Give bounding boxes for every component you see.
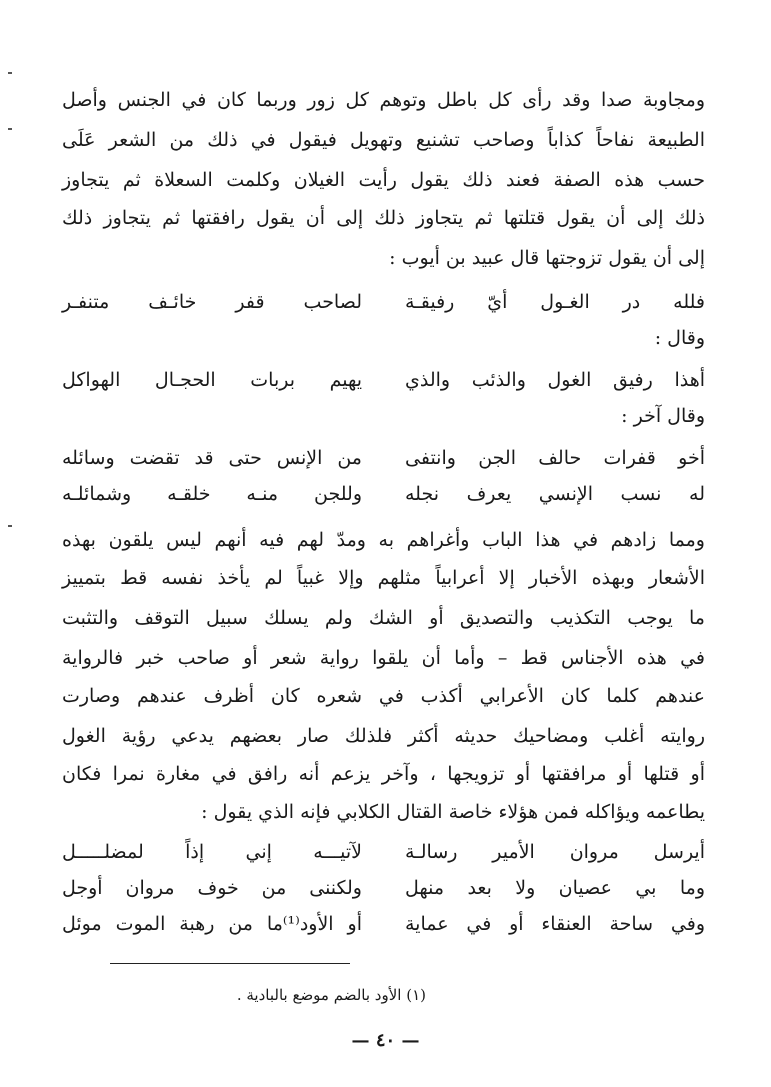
body-line: أو قتلها أو مرافقتها أو تزويجها ، وآخر يزعم أنه رافق في مغارة نمرا فكان bbox=[62, 763, 705, 785]
verse-first-hemistich: أهذا رفيق الغول والذئب والذي bbox=[405, 369, 705, 391]
verse-line bbox=[62, 876, 705, 900]
verse-second-hemistich: لآتيـــه إني إذاً لمضلـــــل bbox=[62, 841, 362, 863]
verse-second-hemistich: من الإنس حتى قد تقضت وسائله bbox=[62, 447, 362, 469]
page-number: — ٤٠ — bbox=[351, 1030, 420, 1051]
body-line: ومما زادهم في هذا الباب وأغراهم به ومدّ لهم فيه أنهم ليس يلقون بهذه bbox=[62, 529, 705, 551]
verse-first-hemistich: له نسب الإنسي يعرف نجله bbox=[405, 483, 705, 505]
body-line: حسب هذه الصفة فعند ذلك يقول رأيت الغيلان وكلمت السعلاة ثم يتجاوز bbox=[62, 169, 705, 191]
verse-line bbox=[62, 912, 705, 936]
verse-line bbox=[62, 368, 705, 392]
body-line: الطبيعة نفاحاً كذاباً وصاحب تشنيع وتهويل فيقول في ذلك من الشعر عَلَى bbox=[62, 129, 705, 151]
body-line: روايته أغلب ومضاحيك حديثه أكثر فلذلك صار بعضهم يدعي رؤية الغول bbox=[62, 725, 705, 747]
margin-mark bbox=[8, 72, 12, 74]
verse-line bbox=[62, 482, 705, 506]
footnote-rule bbox=[110, 963, 350, 964]
margin-mark bbox=[8, 128, 12, 130]
verse-first-hemistich: فلله در الغـول أيّ رفيقـة bbox=[405, 291, 705, 313]
body-line: ومجاوبة صدا وقد رأى كل باطل وتوهم كل زور وربما كان في الجنس وأصل bbox=[62, 89, 705, 111]
verse-line bbox=[62, 840, 705, 864]
body-line: إلى أن يقول تزوجتها قال عبيد بن أيوب : bbox=[389, 247, 705, 269]
body-line: ذلك إلى أن يقول قتلتها ثم يتجاوز ذلك إلى أن يقول رافقتها ثم يتجاوز ذلك bbox=[62, 207, 705, 229]
body-line: الأشعار وبهذه الأخبار إلا أعرابياً مثلهم وإلا غبياً لم يأخذ نفسه قط بتمييز bbox=[62, 567, 705, 589]
verse-intro: وقال : bbox=[654, 327, 705, 349]
body-line: في هذه الأجناس قط – وأما أن يلقوا رواية شعر أو صاحب خبر فالرواية bbox=[62, 647, 705, 669]
verse-first-hemistich: وما بي عصيان ولا بعد منهل bbox=[405, 877, 705, 899]
margin-mark bbox=[8, 525, 12, 527]
body-line: يطاعمه ويؤاكله فمن هؤلاء خاصة القتال الكلابي فإنه الذي يقول : bbox=[201, 801, 705, 823]
verse-first-hemistich: أيرسل مروان الأمير رسالـة bbox=[405, 841, 705, 863]
body-line: عندهم كلما كان الأعرابي أكذب في شعره كان أظرف عندهم وصارت bbox=[62, 685, 705, 707]
verse-second-hemistich: وللجن منـه خلقـه وشمائلـه bbox=[62, 483, 362, 505]
verse-first-hemistich: أخو قفرات حالف الجن وانتفى bbox=[405, 447, 705, 469]
verse-first-hemistich: وفي ساحة العنقاء أو في عماية bbox=[405, 913, 705, 935]
verse-intro: وقال آخر : bbox=[621, 405, 705, 427]
verse-second-hemistich: لصاحب قفر خائـف متنفـر bbox=[62, 291, 362, 313]
verse-second-hemistich: ولكننى من خوف مروان أوجل bbox=[62, 877, 362, 899]
verse-second-hemistich: يهيم بربات الحجـال الهواكل bbox=[62, 369, 362, 391]
body-line: ما يوجب التكذيب والتصديق أو الشك ولم يسلك سبيل التوقف والتثبت bbox=[62, 607, 705, 629]
verse-second-hemistich: أو الأود⁽¹⁾ما من رهبة الموت موئل bbox=[62, 913, 362, 935]
verse-line bbox=[62, 290, 705, 314]
footnote: (١) الأود بالضم موضع بالبادية . bbox=[236, 986, 426, 1004]
verse-line bbox=[62, 446, 705, 470]
